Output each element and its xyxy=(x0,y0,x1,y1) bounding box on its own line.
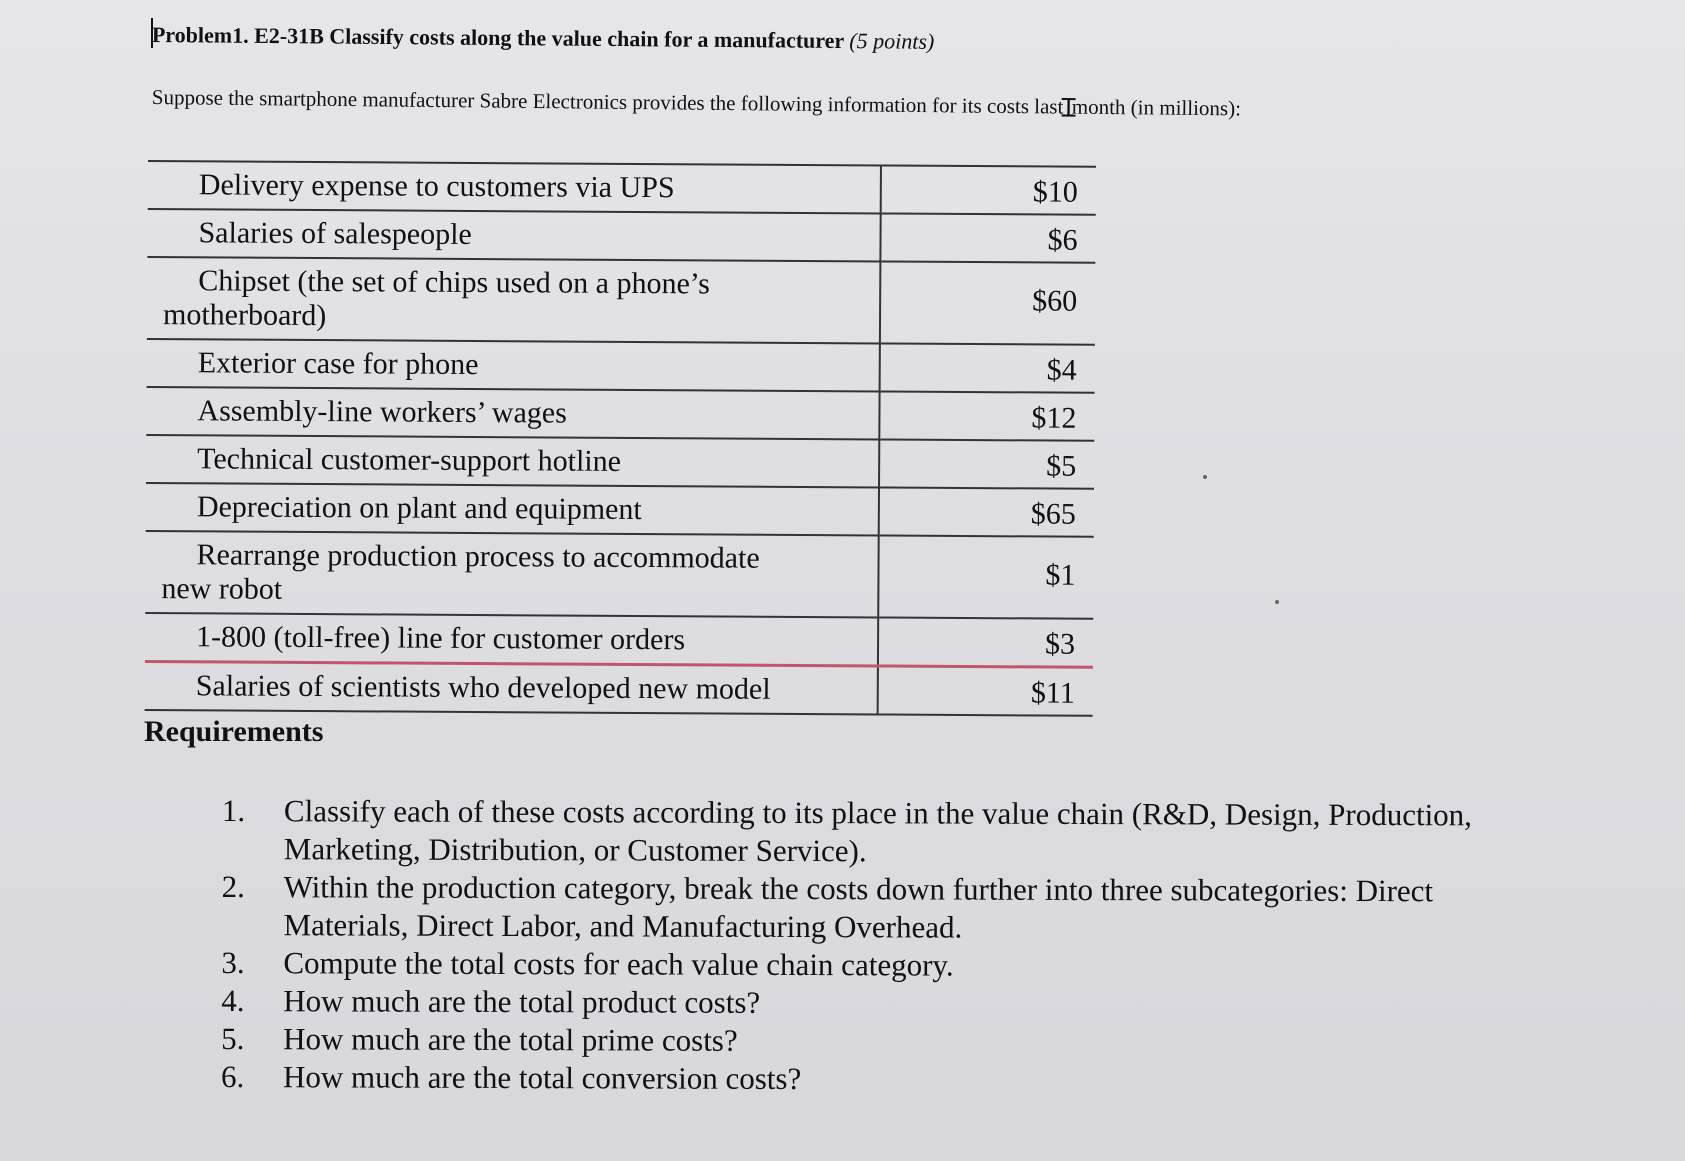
problem-title xyxy=(152,22,935,55)
cost-item xyxy=(145,661,878,714)
requirements-list xyxy=(221,792,1522,1101)
list-item-number: 3. xyxy=(221,944,245,981)
cost-item xyxy=(147,209,880,261)
cost-item-line: Salaries of scientists who developed new model xyxy=(195,669,771,706)
cost-item xyxy=(146,435,879,487)
cost-item xyxy=(147,257,880,343)
list-item-text: Within the production category, break the costs down further into three subcategories: Direct Materials, Direct Labor, and Manufacturing Overhead. xyxy=(283,869,1434,945)
cost-item-line: Chipset (the set of chips used on a phone’s xyxy=(198,264,710,301)
cost-item-line: 1-800 (toll-free) line for customer orders xyxy=(195,620,686,657)
problem-points: (5 points) xyxy=(849,28,935,54)
list-item-number: 2. xyxy=(221,868,245,905)
cost-amount: $65 xyxy=(879,487,1094,536)
cost-item xyxy=(148,161,881,213)
intro-paragraph xyxy=(151,85,1242,124)
table-row xyxy=(147,339,1095,393)
speck-decoration xyxy=(1275,600,1279,604)
table-row xyxy=(147,257,1095,345)
cost-item-line: Rearrange production process to accommodate xyxy=(196,538,760,575)
cost-item-line: Depreciation on plant and equipment xyxy=(196,490,642,527)
list-item xyxy=(221,868,1521,949)
cost-item xyxy=(146,483,879,535)
list-item xyxy=(221,982,1521,1025)
cost-amount: $5 xyxy=(879,439,1094,488)
list-item xyxy=(221,1020,1521,1063)
cost-amount: $12 xyxy=(879,391,1094,440)
problem-title-text: Problem1. E2-31B Classify costs along the value chain for a manufacturer xyxy=(151,22,844,54)
list-item-number: 1. xyxy=(221,793,246,829)
cost-amount: $3 xyxy=(878,617,1093,667)
list-item-text: How much are the total product costs? xyxy=(283,983,761,1020)
cost-amount: $6 xyxy=(880,213,1095,262)
requirements-heading: Requirements xyxy=(144,715,324,748)
cost-amount: $10 xyxy=(881,165,1096,214)
table-row xyxy=(146,435,1094,489)
cost-item-line: Exterior case for phone xyxy=(197,346,479,382)
table-row xyxy=(146,483,1094,537)
cost-item-line: Assembly-line workers’ wages xyxy=(197,394,567,430)
speck-decoration xyxy=(1203,475,1207,479)
intro-text-part1: Suppose the smartphone manufacturer Sabre Electronics provides the following information for its costs last xyxy=(151,85,1064,119)
list-item xyxy=(222,792,1522,873)
cost-table xyxy=(145,160,1096,717)
table-row xyxy=(145,661,1093,715)
table-row xyxy=(148,161,1096,215)
cost-item xyxy=(146,387,879,439)
cost-amount: $4 xyxy=(880,343,1095,392)
list-item xyxy=(221,1058,1521,1101)
cost-amount: $1 xyxy=(878,535,1093,618)
cost-item xyxy=(147,339,880,391)
table-row xyxy=(146,387,1094,441)
list-item-number: 4. xyxy=(221,982,245,1019)
list-item-number: 5. xyxy=(221,1020,245,1057)
cost-item-line: Delivery expense to customers via UPS xyxy=(198,168,675,205)
cost-item-line: Salaries of salespeople xyxy=(198,216,472,251)
cost-item xyxy=(145,613,878,666)
cost-item-line: Technical customer-support hotline xyxy=(197,442,622,478)
cost-item xyxy=(145,531,878,617)
list-item-number: 6. xyxy=(220,1058,245,1095)
cost-item-line-continued: motherboard) xyxy=(162,298,327,333)
list-item-text: How much are the total conversion costs? xyxy=(282,1059,802,1097)
list-item-text: How much are the total prime costs? xyxy=(283,1021,738,1058)
list-item xyxy=(221,944,1521,987)
table-row xyxy=(145,613,1093,667)
cost-amount: $11 xyxy=(878,666,1093,716)
table-row xyxy=(145,531,1093,619)
cost-amount: $60 xyxy=(880,261,1095,344)
list-item-text: Classify each of these costs according to its place in the value chain (R&D, Design, Production, Marketing, Distribution, or Customer Service). xyxy=(283,793,1473,869)
list-item-text: Compute the total costs for each value chain category. xyxy=(283,945,954,983)
intro-text-part2: month (in millions): xyxy=(1071,94,1242,121)
table-row xyxy=(147,209,1095,263)
cost-item-line-continued: new robot xyxy=(161,572,283,606)
